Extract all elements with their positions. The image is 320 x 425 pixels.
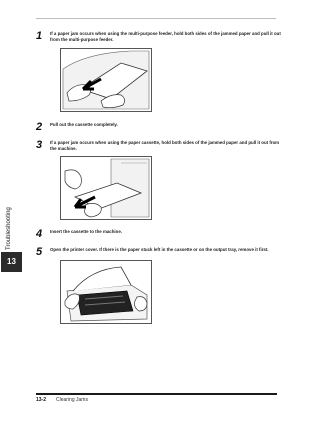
figure-multipurpose-feeder-jam bbox=[60, 48, 152, 112]
figure-open-printer-cover bbox=[60, 260, 152, 324]
step-text: If a paper jam occurs when using the multi-purpose feeder, hold both sides of the jammed paper and pull it out from the multi-purpose feeder. bbox=[50, 31, 281, 42]
chapter-side-label: Troubleshooting bbox=[6, 207, 12, 250]
step-number: 5 bbox=[36, 246, 43, 258]
step-number: 3 bbox=[36, 139, 43, 151]
section-title: Clearing Jams bbox=[56, 397, 88, 403]
figure-cassette-jam bbox=[60, 156, 152, 220]
step-number: 1 bbox=[36, 30, 43, 42]
chapter-tab: 13 bbox=[1, 252, 22, 272]
step-text: Insert the cassette to the machine. bbox=[50, 229, 122, 234]
step-text: Pull out the cassette completely. bbox=[50, 122, 118, 127]
page-number: 13-2 bbox=[36, 397, 47, 403]
header-rule bbox=[36, 18, 276, 19]
footer-rule bbox=[36, 393, 277, 395]
step-number: 2 bbox=[36, 121, 43, 133]
step-text: Open the printer cover. If there is the paper stuck left in the cassette or on the output tray, remove it first. bbox=[50, 247, 269, 252]
step-text: If a paper jam occurs when using the paper cassette, hold both sides of the jammed paper and pull it out from the machine. bbox=[50, 140, 280, 151]
step-number: 4 bbox=[36, 228, 43, 240]
